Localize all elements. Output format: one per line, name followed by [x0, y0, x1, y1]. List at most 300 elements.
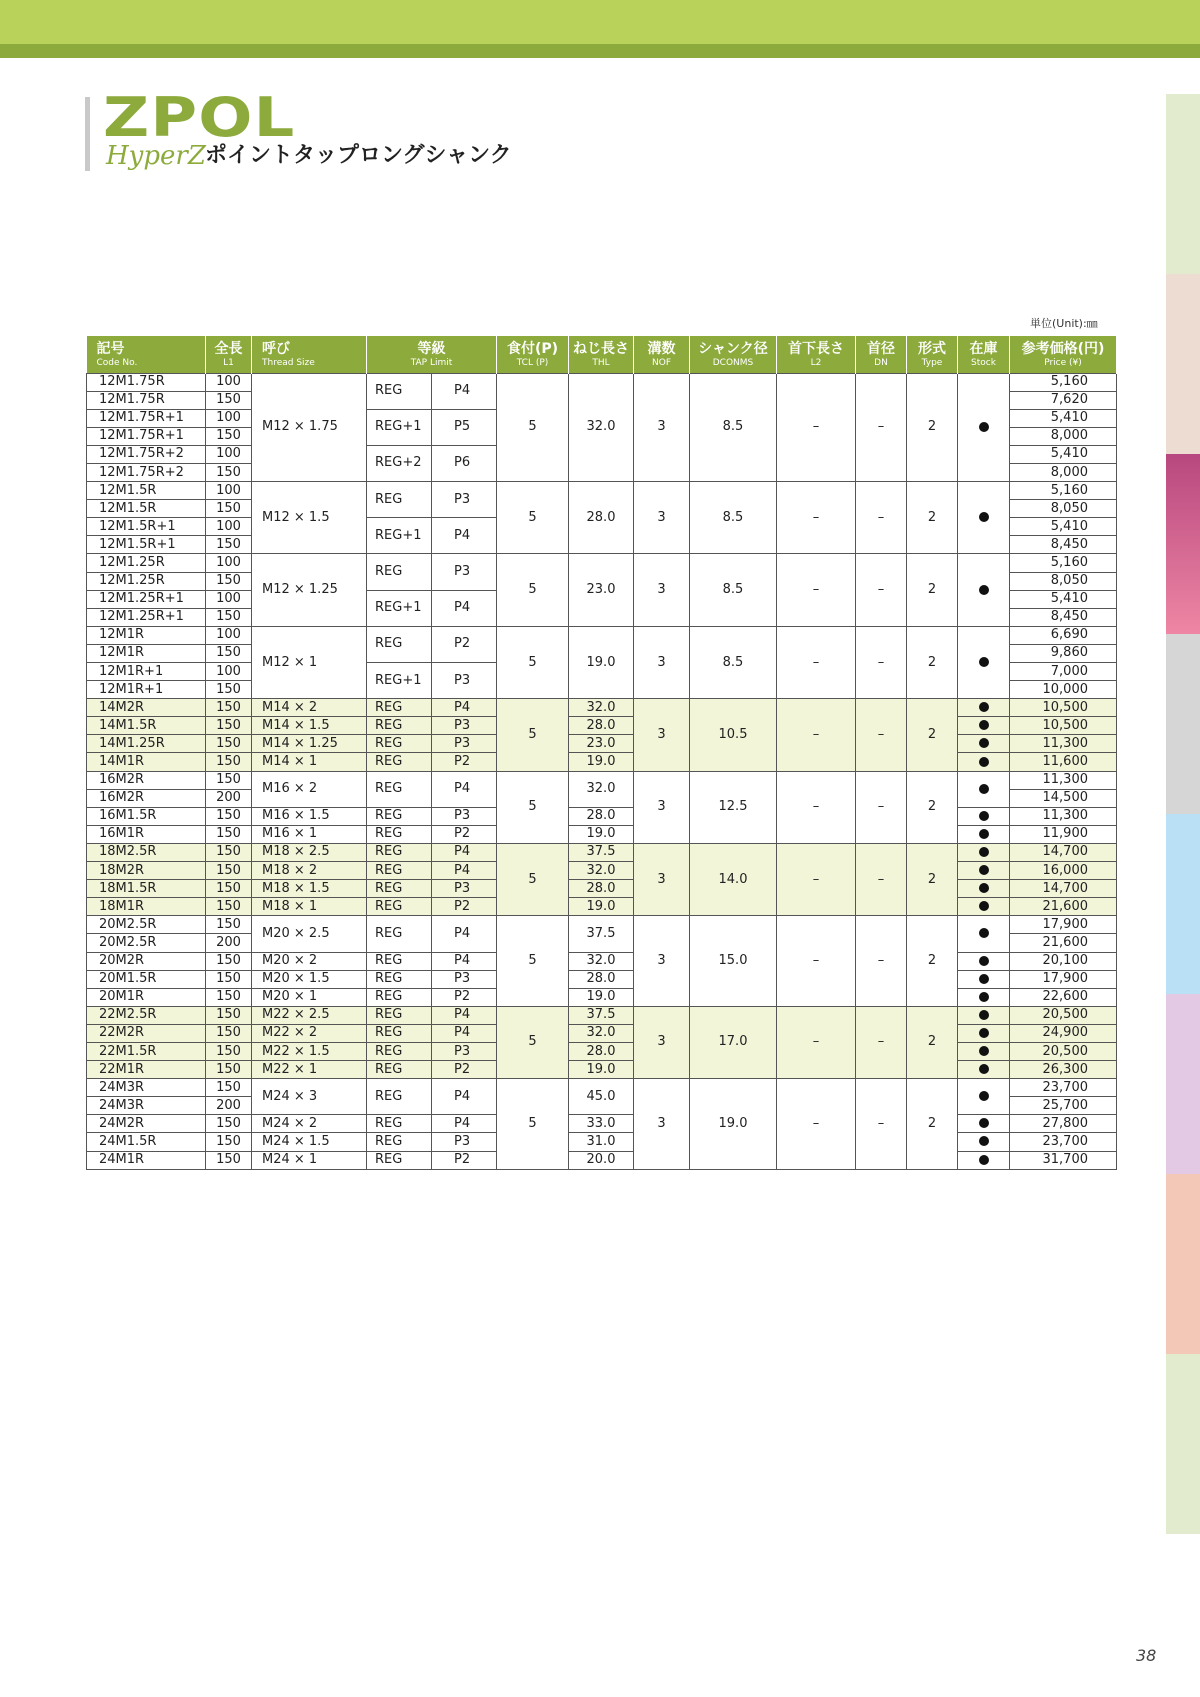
col-header-l1: 全長 L1 — [206, 336, 252, 373]
nof-cell: 3 — [634, 699, 690, 771]
limit-cell: P5 — [432, 409, 497, 445]
col-header-thl: ねじ長さ THL — [569, 336, 634, 373]
price-cell: 5,410 — [1010, 590, 1117, 608]
price-cell: 5,410 — [1010, 518, 1117, 536]
price-cell: 5,160 — [1010, 482, 1117, 500]
dconms-cell: 19.0 — [690, 1079, 777, 1169]
price-cell: 27,800 — [1010, 1115, 1117, 1133]
in-stock-dot-icon — [979, 956, 989, 966]
stock-cell — [958, 1024, 1010, 1042]
l1-cell: 150 — [206, 1133, 252, 1151]
dconms-cell: 8.5 — [690, 482, 777, 554]
side-tab — [1166, 634, 1200, 814]
grade-cell: REG — [367, 825, 432, 843]
l1-cell: 150 — [206, 463, 252, 481]
price-cell: 24,900 — [1010, 1024, 1117, 1042]
limit-cell: P3 — [432, 663, 497, 699]
l2-cell: – — [777, 373, 856, 482]
l1-cell: 100 — [206, 373, 252, 391]
price-cell: 5,160 — [1010, 373, 1117, 391]
l2-cell: – — [777, 626, 856, 698]
code-cell: 12M1.75R+1 — [87, 427, 206, 445]
l1-cell: 150 — [206, 1061, 252, 1079]
thl-cell: 23.0 — [569, 735, 634, 753]
in-stock-dot-icon — [979, 811, 989, 821]
table-row — [87, 807, 1117, 825]
thread-size-cell: M12 × 1.75 — [252, 373, 367, 482]
thl-cell: 31.0 — [569, 1133, 634, 1151]
in-stock-dot-icon — [979, 657, 989, 667]
code-cell: 18M1.5R — [87, 880, 206, 898]
thread-size-cell: M12 × 1.25 — [252, 554, 367, 626]
nof-cell: 3 — [634, 843, 690, 915]
code-cell: 20M1.5R — [87, 970, 206, 988]
thread-size-cell: M22 × 2.5 — [252, 1006, 367, 1024]
type-cell: 2 — [907, 482, 958, 554]
thl-cell: 28.0 — [569, 880, 634, 898]
side-tab — [1166, 94, 1200, 274]
thl-cell: 33.0 — [569, 1115, 634, 1133]
limit-cell: P4 — [432, 771, 497, 807]
title-accent-bar — [85, 97, 90, 171]
thl-cell: 45.0 — [569, 1079, 634, 1115]
l1-cell: 100 — [206, 590, 252, 608]
code-cell: 12M1.25R+1 — [87, 590, 206, 608]
l1-cell: 150 — [206, 1006, 252, 1024]
price-cell: 16,000 — [1010, 862, 1117, 880]
grade-cell: REG — [367, 1024, 432, 1042]
stock-cell — [958, 1151, 1010, 1169]
dn-cell: – — [856, 843, 907, 915]
l1-cell: 150 — [206, 898, 252, 916]
code-cell: 14M1R — [87, 753, 206, 771]
table-row — [87, 373, 1117, 391]
in-stock-dot-icon — [979, 757, 989, 767]
thl-cell: 23.0 — [569, 554, 634, 626]
thl-cell: 28.0 — [569, 482, 634, 554]
stock-cell — [958, 1006, 1010, 1024]
price-cell: 11,300 — [1010, 735, 1117, 753]
price-cell: 10,500 — [1010, 717, 1117, 735]
col-header-code: 記号 Code No. — [87, 336, 206, 373]
thl-cell: 37.5 — [569, 1006, 634, 1024]
stock-cell — [958, 1042, 1010, 1060]
table-row — [87, 952, 1117, 970]
stock-cell — [958, 1079, 1010, 1115]
price-cell: 17,900 — [1010, 916, 1117, 934]
col-header-price: 参考価格(円) Price (¥) — [1010, 336, 1117, 373]
thread-size-cell: M12 × 1 — [252, 626, 367, 698]
nof-cell: 3 — [634, 482, 690, 554]
code-cell: 12M1.5R — [87, 482, 206, 500]
code-cell: 18M1R — [87, 898, 206, 916]
price-cell: 10,500 — [1010, 699, 1117, 717]
table-row — [87, 717, 1117, 735]
table-row — [87, 916, 1117, 934]
code-cell: 24M3R — [87, 1097, 206, 1115]
thl-cell: 32.0 — [569, 1024, 634, 1042]
l1-cell: 100 — [206, 409, 252, 427]
table-row — [87, 1133, 1117, 1151]
table-row — [87, 482, 1117, 500]
l1-cell: 150 — [206, 862, 252, 880]
thread-size-cell: M14 × 2 — [252, 699, 367, 717]
l1-cell: 150 — [206, 500, 252, 518]
grade-cell: REG — [367, 1079, 432, 1115]
code-cell: 12M1.5R+1 — [87, 518, 206, 536]
in-stock-dot-icon — [979, 847, 989, 857]
table-row — [87, 898, 1117, 916]
limit-cell: P4 — [432, 518, 497, 554]
l1-cell: 150 — [206, 753, 252, 771]
limit-cell: P6 — [432, 445, 497, 481]
l1-cell: 150 — [206, 572, 252, 590]
side-tab — [1166, 454, 1200, 634]
code-cell: 12M1.25R+1 — [87, 608, 206, 626]
in-stock-dot-icon — [979, 928, 989, 938]
table-row — [87, 825, 1117, 843]
dconms-cell: 8.5 — [690, 373, 777, 482]
limit-cell: P4 — [432, 1115, 497, 1133]
code-cell: 14M1.25R — [87, 735, 206, 753]
price-cell: 9,860 — [1010, 644, 1117, 662]
thread-size-cell: M22 × 1 — [252, 1061, 367, 1079]
limit-cell: P2 — [432, 825, 497, 843]
price-cell: 5,160 — [1010, 554, 1117, 572]
table-row — [87, 1006, 1117, 1024]
thl-cell: 19.0 — [569, 753, 634, 771]
thread-size-cell: M18 × 2.5 — [252, 843, 367, 861]
limit-cell: P4 — [432, 862, 497, 880]
thread-size-cell: M24 × 2 — [252, 1115, 367, 1133]
l1-cell: 150 — [206, 427, 252, 445]
l1-cell: 150 — [206, 1115, 252, 1133]
price-cell: 8,450 — [1010, 536, 1117, 554]
stock-cell — [958, 554, 1010, 626]
code-cell: 16M1R — [87, 825, 206, 843]
price-cell: 11,300 — [1010, 807, 1117, 825]
nof-cell: 3 — [634, 1079, 690, 1169]
dconms-cell: 14.0 — [690, 843, 777, 915]
limit-cell: P4 — [432, 1024, 497, 1042]
l2-cell: – — [777, 1079, 856, 1169]
limit-cell: P3 — [432, 735, 497, 753]
limit-cell: P3 — [432, 482, 497, 518]
thread-size-cell: M20 × 1.5 — [252, 970, 367, 988]
price-cell: 22,600 — [1010, 988, 1117, 1006]
in-stock-dot-icon — [979, 720, 989, 730]
grade-cell: REG — [367, 554, 432, 590]
thread-size-cell: M18 × 1 — [252, 898, 367, 916]
limit-cell: P2 — [432, 753, 497, 771]
stock-cell — [958, 717, 1010, 735]
thl-cell: 32.0 — [569, 952, 634, 970]
l1-cell: 150 — [206, 1024, 252, 1042]
grade-cell: REG — [367, 898, 432, 916]
limit-cell: P3 — [432, 717, 497, 735]
grade-cell: REG — [367, 843, 432, 861]
table-row — [87, 988, 1117, 1006]
side-tab — [1166, 814, 1200, 994]
table-row — [87, 1115, 1117, 1133]
side-tab — [1166, 1174, 1200, 1354]
grade-cell: REG — [367, 1133, 432, 1151]
l1-cell: 150 — [206, 608, 252, 626]
thread-size-cell: M22 × 1.5 — [252, 1042, 367, 1060]
l1-cell: 150 — [206, 843, 252, 861]
stock-cell — [958, 735, 1010, 753]
dn-cell: – — [856, 626, 907, 698]
thread-size-cell: M14 × 1.5 — [252, 717, 367, 735]
code-cell: 12M1.75R — [87, 391, 206, 409]
l2-cell: – — [777, 771, 856, 843]
tcl-cell: 5 — [497, 1079, 569, 1169]
grade-cell: REG — [367, 807, 432, 825]
in-stock-dot-icon — [979, 1010, 989, 1020]
table-row — [87, 970, 1117, 988]
price-cell: 11,900 — [1010, 825, 1117, 843]
col-header-type: 形式 Type — [907, 336, 958, 373]
dn-cell: – — [856, 373, 907, 482]
thl-cell: 19.0 — [569, 988, 634, 1006]
l1-cell: 150 — [206, 970, 252, 988]
in-stock-dot-icon — [979, 702, 989, 712]
limit-cell: P4 — [432, 916, 497, 952]
l1-cell: 150 — [206, 1151, 252, 1169]
l1-cell: 150 — [206, 699, 252, 717]
stock-cell — [958, 916, 1010, 952]
type-cell: 2 — [907, 699, 958, 771]
code-cell: 20M2R — [87, 952, 206, 970]
side-tab — [1166, 994, 1200, 1174]
grade-cell: REG+1 — [367, 663, 432, 699]
code-cell: 12M1R+1 — [87, 681, 206, 699]
grade-cell: REG — [367, 1042, 432, 1060]
price-cell: 6,690 — [1010, 626, 1117, 644]
nof-cell: 3 — [634, 771, 690, 843]
in-stock-dot-icon — [979, 1091, 989, 1101]
l1-cell: 150 — [206, 1042, 252, 1060]
type-cell: 2 — [907, 626, 958, 698]
thl-cell: 20.0 — [569, 1151, 634, 1169]
l1-cell: 100 — [206, 445, 252, 463]
nof-cell: 3 — [634, 1006, 690, 1078]
thread-size-cell: M22 × 2 — [252, 1024, 367, 1042]
col-header-dn: 首径 DN — [856, 336, 907, 373]
dconms-cell: 8.5 — [690, 626, 777, 698]
thl-cell: 28.0 — [569, 717, 634, 735]
thread-size-cell: M16 × 1 — [252, 825, 367, 843]
in-stock-dot-icon — [979, 1155, 989, 1165]
type-cell: 2 — [907, 1006, 958, 1078]
dconms-cell: 17.0 — [690, 1006, 777, 1078]
table-row — [87, 843, 1117, 861]
type-cell: 2 — [907, 916, 958, 1006]
in-stock-dot-icon — [979, 865, 989, 875]
grade-cell: REG — [367, 753, 432, 771]
stock-cell — [958, 373, 1010, 482]
code-cell: 24M1.5R — [87, 1133, 206, 1151]
price-cell: 20,500 — [1010, 1042, 1117, 1060]
price-cell: 8,050 — [1010, 500, 1117, 518]
limit-cell: P2 — [432, 1061, 497, 1079]
l1-cell: 150 — [206, 1079, 252, 1097]
nof-cell: 3 — [634, 916, 690, 1006]
top-color-band-dark — [0, 44, 1200, 58]
price-cell: 23,700 — [1010, 1133, 1117, 1151]
code-cell: 12M1R — [87, 626, 206, 644]
l1-cell: 150 — [206, 391, 252, 409]
in-stock-dot-icon — [979, 992, 989, 1002]
thl-cell: 32.0 — [569, 373, 634, 482]
thl-cell: 32.0 — [569, 862, 634, 880]
l1-cell: 150 — [206, 717, 252, 735]
thl-cell: 28.0 — [569, 807, 634, 825]
grade-cell: REG — [367, 717, 432, 735]
product-subtitle: ポイントタップロングシャンク — [205, 143, 512, 168]
dn-cell: – — [856, 916, 907, 1006]
grade-cell: REG — [367, 862, 432, 880]
thread-size-cell: M14 × 1.25 — [252, 735, 367, 753]
l1-cell: 150 — [206, 988, 252, 1006]
in-stock-dot-icon — [979, 1064, 989, 1074]
grade-cell: REG — [367, 771, 432, 807]
type-cell: 2 — [907, 843, 958, 915]
thread-size-cell: M20 × 1 — [252, 988, 367, 1006]
dconms-cell: 8.5 — [690, 554, 777, 626]
tcl-cell: 5 — [497, 916, 569, 1006]
type-cell: 2 — [907, 771, 958, 843]
grade-cell: REG — [367, 735, 432, 753]
stock-cell — [958, 988, 1010, 1006]
stock-cell — [958, 952, 1010, 970]
dn-cell: – — [856, 771, 907, 843]
grade-cell: REG+1 — [367, 409, 432, 445]
limit-cell: P4 — [432, 590, 497, 626]
stock-cell — [958, 482, 1010, 554]
limit-cell: P4 — [432, 1006, 497, 1024]
thread-size-cell: M12 × 1.5 — [252, 482, 367, 554]
tcl-cell: 5 — [497, 771, 569, 843]
table-row — [87, 753, 1117, 771]
in-stock-dot-icon — [979, 422, 989, 432]
code-cell: 12M1.5R — [87, 500, 206, 518]
limit-cell: P4 — [432, 1079, 497, 1115]
limit-cell: P2 — [432, 1151, 497, 1169]
code-cell: 20M2.5R — [87, 934, 206, 952]
type-cell: 2 — [907, 554, 958, 626]
col-header-tcl: 食付(P) TCL (P) — [497, 336, 569, 373]
limit-cell: P2 — [432, 988, 497, 1006]
price-cell: 5,410 — [1010, 409, 1117, 427]
thl-cell: 19.0 — [569, 1061, 634, 1079]
nof-cell: 3 — [634, 626, 690, 698]
nof-cell: 3 — [634, 373, 690, 482]
stock-cell — [958, 699, 1010, 717]
price-cell: 8,000 — [1010, 463, 1117, 481]
l2-cell: – — [777, 482, 856, 554]
thread-size-cell: M18 × 2 — [252, 862, 367, 880]
code-cell: 12M1.25R — [87, 554, 206, 572]
code-cell: 22M2R — [87, 1024, 206, 1042]
code-cell: 18M2.5R — [87, 843, 206, 861]
grade-cell: REG+2 — [367, 445, 432, 481]
dn-cell: – — [856, 1079, 907, 1169]
l2-cell: – — [777, 843, 856, 915]
limit-cell: P4 — [432, 952, 497, 970]
spec-table — [86, 336, 1117, 1170]
thl-cell: 19.0 — [569, 898, 634, 916]
price-cell: 20,100 — [1010, 952, 1117, 970]
price-cell: 10,000 — [1010, 681, 1117, 699]
l2-cell: – — [777, 1006, 856, 1078]
in-stock-dot-icon — [979, 784, 989, 794]
table-row — [87, 626, 1117, 644]
code-cell: 24M3R — [87, 1079, 206, 1097]
grade-cell: REG — [367, 626, 432, 662]
stock-cell — [958, 1061, 1010, 1079]
code-cell: 16M2R — [87, 771, 206, 789]
grade-cell: REG — [367, 880, 432, 898]
thread-size-cell: M16 × 2 — [252, 771, 367, 807]
code-cell: 22M2.5R — [87, 1006, 206, 1024]
price-cell: 21,600 — [1010, 898, 1117, 916]
in-stock-dot-icon — [979, 512, 989, 522]
dn-cell: – — [856, 482, 907, 554]
grade-cell: REG+1 — [367, 590, 432, 626]
tcl-cell: 5 — [497, 626, 569, 698]
code-cell: 12M1.75R — [87, 373, 206, 391]
dconms-cell: 15.0 — [690, 916, 777, 1006]
grade-cell: REG — [367, 373, 432, 409]
grade-cell: REG — [367, 699, 432, 717]
code-cell: 12M1R — [87, 644, 206, 662]
grade-cell: REG — [367, 482, 432, 518]
nof-cell: 3 — [634, 554, 690, 626]
limit-cell: P2 — [432, 626, 497, 662]
limit-cell: P4 — [432, 843, 497, 861]
thl-cell: 32.0 — [569, 771, 634, 807]
l2-cell: – — [777, 554, 856, 626]
tcl-cell: 5 — [497, 1006, 569, 1078]
dconms-cell: 12.5 — [690, 771, 777, 843]
limit-cell: P3 — [432, 880, 497, 898]
thread-size-cell: M24 × 3 — [252, 1079, 367, 1115]
col-header-dconms: シャンク径 DCONMS — [690, 336, 777, 373]
stock-cell — [958, 807, 1010, 825]
code-cell: 22M1R — [87, 1061, 206, 1079]
table-row — [87, 1024, 1117, 1042]
in-stock-dot-icon — [979, 738, 989, 748]
table-row — [87, 735, 1117, 753]
thread-size-cell: M20 × 2.5 — [252, 916, 367, 952]
in-stock-dot-icon — [979, 974, 989, 984]
l1-cell: 150 — [206, 644, 252, 662]
table-row — [87, 554, 1117, 572]
dn-cell: – — [856, 554, 907, 626]
thl-cell: 19.0 — [569, 626, 634, 698]
thread-size-cell: M14 × 1 — [252, 753, 367, 771]
price-cell: 8,450 — [1010, 608, 1117, 626]
grade-cell: REG — [367, 916, 432, 952]
code-cell: 22M1.5R — [87, 1042, 206, 1060]
code-cell: 12M1.25R — [87, 572, 206, 590]
brand-name: HyperZ — [106, 141, 206, 171]
stock-cell — [958, 862, 1010, 880]
l1-cell: 150 — [206, 880, 252, 898]
code-cell: 18M2R — [87, 862, 206, 880]
l1-cell: 150 — [206, 735, 252, 753]
